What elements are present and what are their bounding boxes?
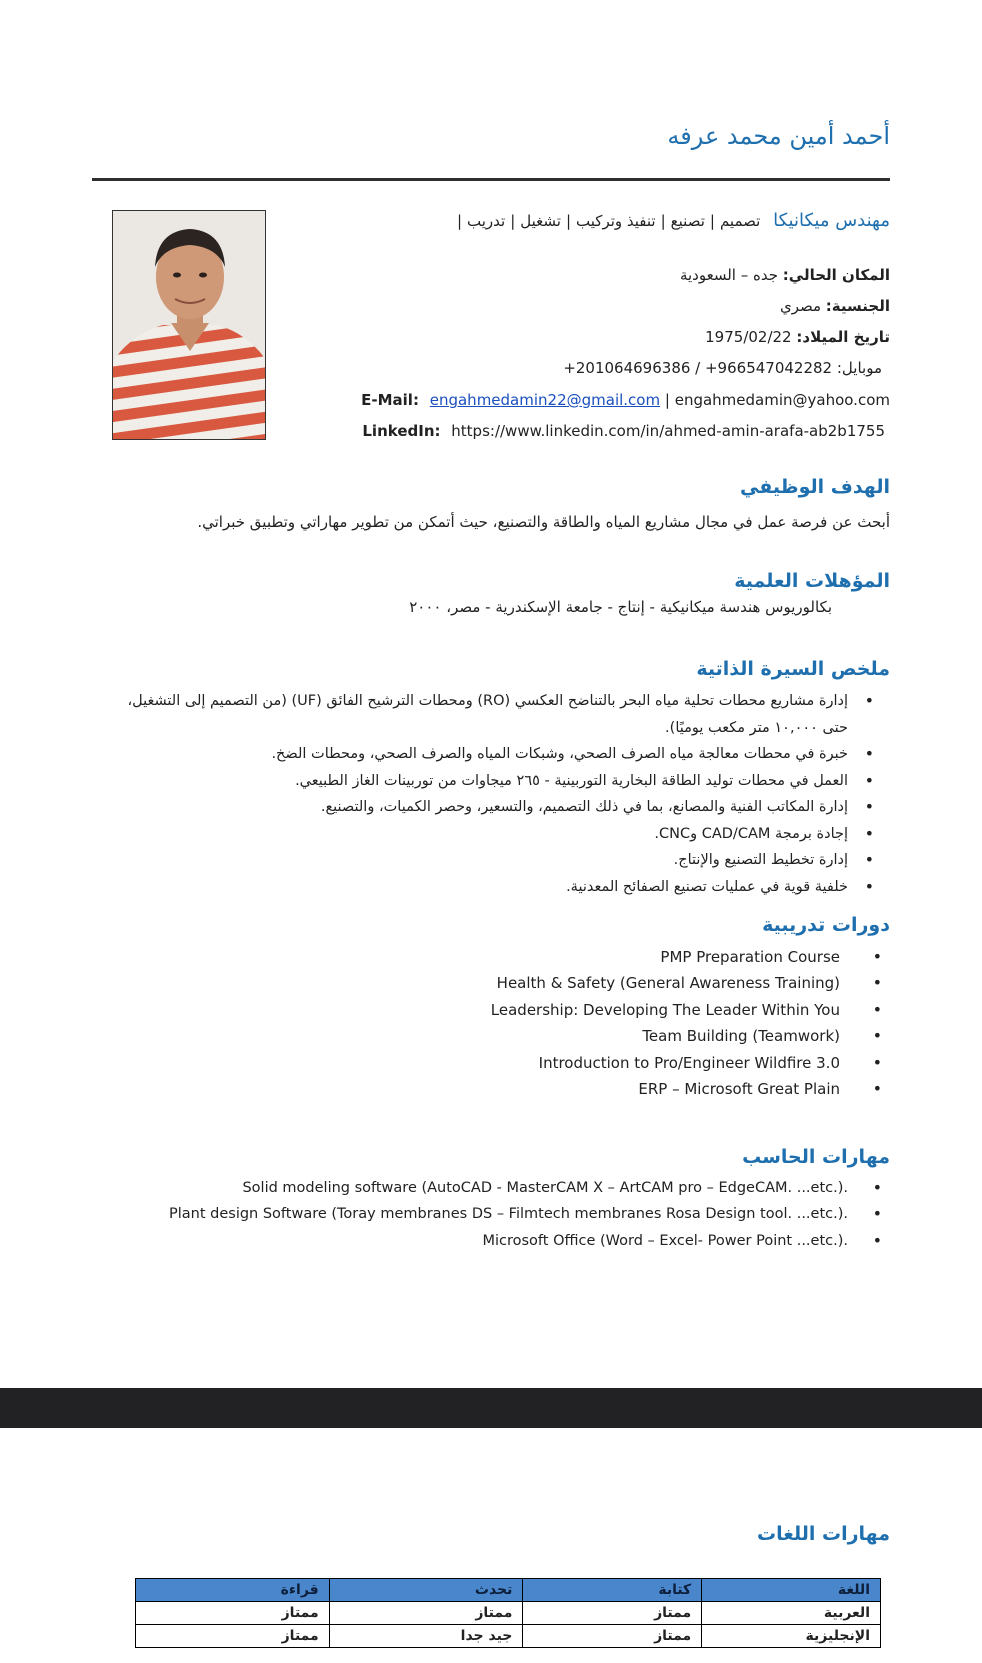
role-title: مهندس ميكانيكا [773,210,890,231]
email-primary-link[interactable]: engahmedamin22@gmail.com [429,391,661,409]
list-item: • إجادة برمجة CAD/CAM وCNC. [114,821,874,848]
table-header-row [136,1579,881,1602]
header-divider [92,178,890,181]
email-label: E-Mail: [361,391,419,409]
email-separator: | [664,391,670,409]
computer-heading: مهارات الحاسب [742,1146,890,1168]
page-break-band [0,1388,982,1428]
training-heading: دورات تدريبية [762,914,890,936]
table-cell: ممتاز [329,1602,523,1625]
email-line [361,391,890,409]
specialty-item: تدريب [467,212,506,230]
table-cell: ممتاز [523,1625,702,1648]
linkedin-url[interactable]: https://www.linkedin.com/in/ahmed-amin-arafa-ab2b1755 [451,422,885,440]
table-row [136,1602,881,1625]
list-item: PMP Preparation Course • [491,944,882,970]
specialty-item: تصنيع [670,212,705,230]
table-cell: ممتاز [136,1602,330,1625]
education-heading: المؤهلات العلمية [734,570,890,592]
dob-line [705,328,890,346]
column-header: اللغة [702,1579,881,1602]
column-header: قراءة [136,1579,330,1602]
list-item: Health & Safety (General Awareness Training) • [491,970,882,996]
summary-list [114,688,874,900]
table-cell: ممتاز [523,1602,702,1625]
nationality-label: الجنسية: [825,297,890,315]
table-cell: جيد جدا [329,1625,523,1648]
linkedin-line [362,422,885,440]
table-cell: العربية [702,1602,881,1625]
profile-photo [112,210,266,440]
location-label: المكان الحالي: [782,266,890,284]
list-item: Microsoft Office (Word – Excel- Power Point ...etc.). • [169,1228,882,1254]
role-line: مهندس ميكانيكا تصميم|تصنيع|تنفيذ وتركيب|تشغيل|تدريب| [456,210,890,231]
list-item: • العمل في محطات توليد الطاقة البخارية التوربينية - ٢٦٥ ميجاوات من توربينات الغاز الطبيعي. [114,768,874,795]
list-item: Plant design Software (Toray membranes DS – Filmtech membranes Rosa Design tool. ...etc.). • [169,1201,882,1227]
location-value: جده – السعودية [679,266,778,284]
languages-table [135,1578,881,1648]
dob-value: 1975/02/22 [705,328,792,346]
list-item: • إدارة المكاتب الفنية والمصانع، بما في ذلك التصميم، والتسعير، وحصر الكميات، والتصنيع. [114,794,874,821]
location-line [680,266,890,284]
column-header: كتابة [523,1579,702,1602]
candidate-name: أحمد أمين محمد عرفه [667,122,890,150]
list-item: Team Building (Teamwork) • [491,1023,882,1049]
list-item: • إدارة تخطيط التصنيع والإنتاج. [114,847,874,874]
nationality-line [780,297,890,315]
objective-text: أبحث عن فرصة عمل في مجال مشاريع المياه والطاقة والتصنيع، حيث أتمكن من تطوير مهاراتي وتطبيق خبراتي. [197,513,890,531]
list-item: Solid modeling software (AutoCAD - MasterCAM X – ArtCAM pro – EdgeCAM. ...etc.). • [169,1175,882,1201]
list-item: • خبرة في محطات معالجة مياه الصرف الصحي، وشبكات المياه والصرف الصحي، ومحطات الضخ. [114,741,874,768]
specialty-item: تشغيل [520,212,561,230]
table-cell: ممتاز [136,1625,330,1648]
list-item: Introduction to Pro/Engineer Wildfire 3.0 • [491,1050,882,1076]
list-item: Leadership: Developing The Leader Within You • [491,997,882,1023]
list-item: • خلفية قوية في عمليات تصنيع الصفائح المعدنية. [114,874,874,901]
languages-heading: مهارات اللغات [757,1523,890,1545]
table-row [136,1625,881,1648]
list-item: ERP – Microsoft Great Plain • [491,1076,882,1102]
computer-list [169,1175,882,1254]
objective-heading: الهدف الوظيفي [740,476,890,498]
column-header: تحدث [329,1579,523,1602]
email-secondary: engahmedamin@yahoo.com [674,391,890,409]
list-item: • إدارة مشاريع محطات تحلية مياه البحر بالتناضح العكسي (RO) ومحطات الترشيح الفائق (UF) (من التصميم إلى التشغيل، حتى ١٠,٠٠٠ متر مكعب يوميًا). [114,688,874,741]
mobile-label: موبايل: [836,359,882,377]
table-cell: الإنجليزية [702,1625,881,1648]
mobile-line [563,359,882,377]
portrait-image [113,211,266,440]
training-list [491,944,882,1102]
specialty-item: تصميم [719,212,761,230]
specialty-item: تنفيذ وتركيب [576,212,656,230]
dob-label: تاريخ الميلاد: [796,328,890,346]
mobile-value: +201064696386 / +966547042282 [563,359,833,377]
linkedin-label: LinkedIn: [362,422,441,440]
summary-heading: ملخص السيرة الذاتية [696,658,890,680]
nationality-value: مصري [779,297,822,315]
education-text: بكالوريوس هندسة ميكانيكية - إنتاج - جامعة الإسكندرية - مصر، ٢٠٠٠ [409,598,832,616]
